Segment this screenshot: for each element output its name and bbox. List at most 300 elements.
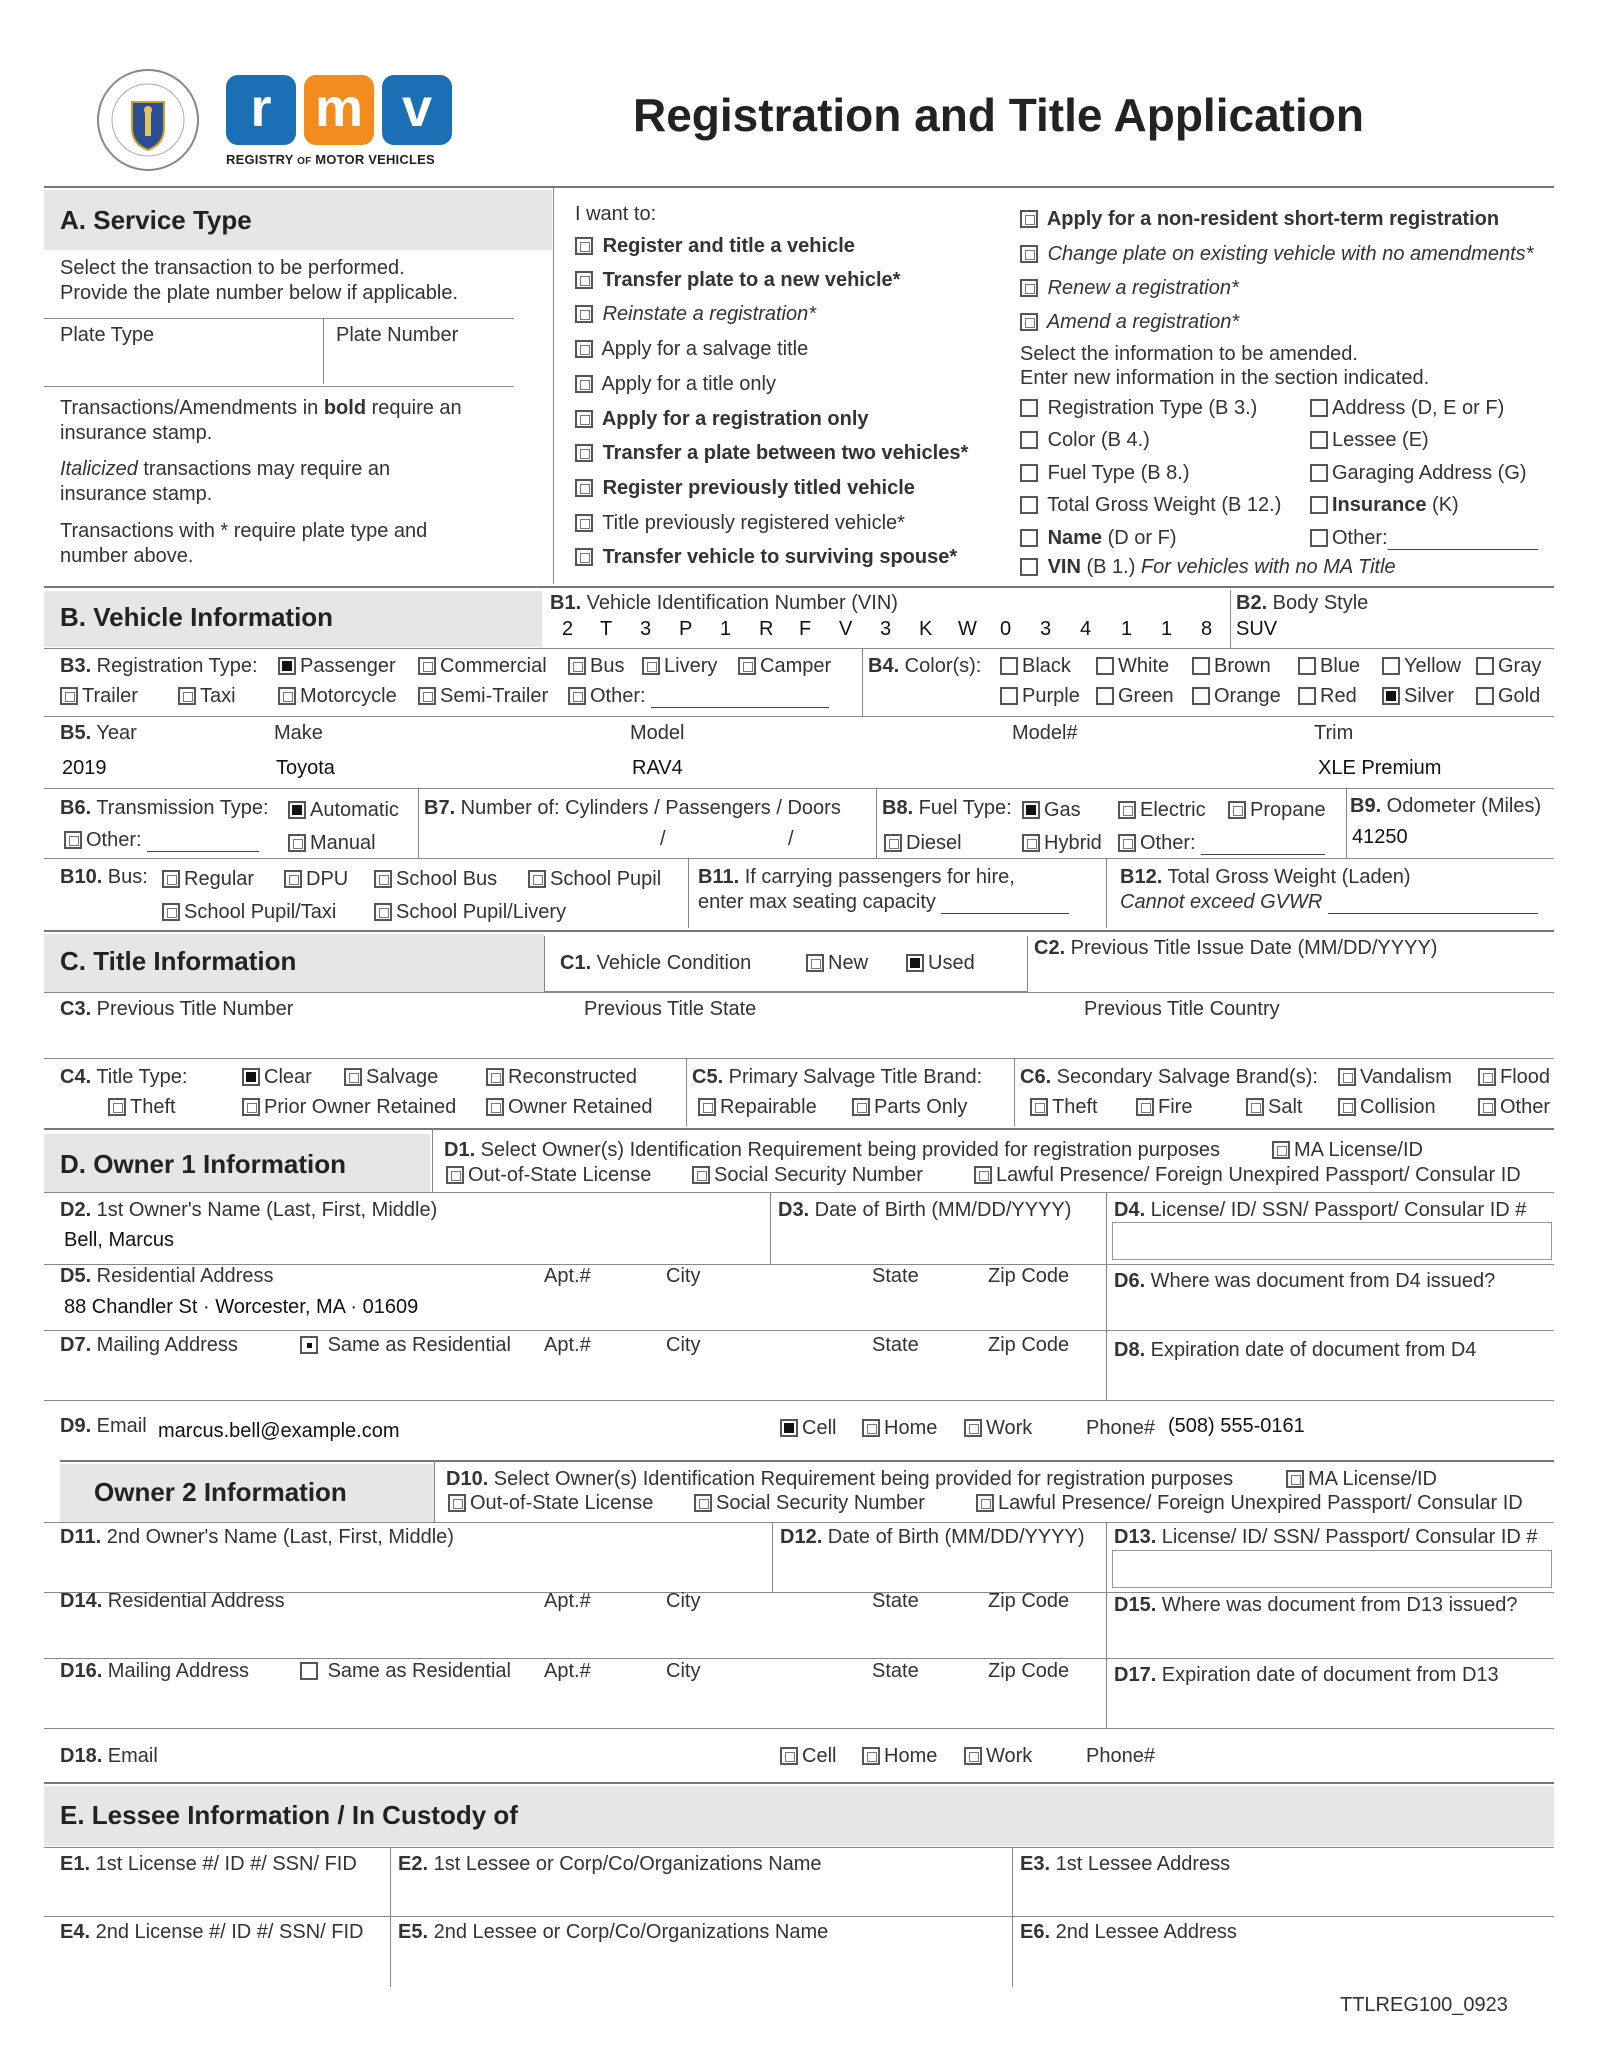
c3-label: C3. Previous Title Number: [60, 998, 294, 1020]
c6-label: C6. Secondary Salvage Brand(s):: [1020, 1066, 1318, 1088]
vin-char: 1: [1121, 618, 1133, 640]
reg-motorcycle[interactable]: Motorcycle: [278, 685, 397, 708]
rmv-logo: [226, 75, 454, 167]
checkbox-icon[interactable]: [568, 657, 586, 675]
d10-ssn[interactable]: Social Security Number: [694, 1492, 925, 1515]
reg-livery[interactable]: Livery: [642, 655, 717, 678]
color-yellow[interactable]: Yellow: [1382, 655, 1461, 678]
checkbox-icon[interactable]: [1286, 1470, 1304, 1488]
amend-instruction-1: Select the information to be amended.: [1020, 343, 1358, 365]
brand-vandalism[interactable]: Vandalism: [1338, 1066, 1452, 1089]
reg-trailer[interactable]: Trailer: [60, 685, 138, 708]
checkbox-icon[interactable]: [642, 657, 660, 675]
checkbox-checked-icon[interactable]: [1382, 687, 1400, 705]
checkbox-icon[interactable]: [374, 903, 392, 921]
checkbox-icon[interactable]: [300, 1662, 318, 1680]
checkbox-icon[interactable]: [108, 1098, 126, 1116]
city-label: City: [666, 1265, 701, 1287]
b1-label: B1. Vehicle Identification Number (VIN): [550, 592, 898, 614]
checkbox-icon[interactable]: [1478, 1098, 1496, 1116]
d12-label: D12. Date of Birth (MM/DD/YYYY): [780, 1526, 1085, 1548]
d9-label: D9. Email: [60, 1415, 147, 1437]
note-italic-insurance: Italicized transactions may require an: [60, 458, 391, 480]
checkbox-icon[interactable]: [1020, 464, 1038, 482]
brand-fire[interactable]: Fire: [1136, 1096, 1192, 1119]
vin-char: 8: [1201, 618, 1213, 640]
amend-garaging[interactable]: Garaging Address (G): [1310, 462, 1527, 485]
trim-value[interactable]: XLE Premium: [1318, 757, 1442, 779]
checkbox-icon[interactable]: [575, 271, 593, 289]
b12-label-2: Cannot exceed GVWR: [1120, 891, 1538, 914]
checkbox-icon[interactable]: [575, 410, 593, 428]
checkbox-icon[interactable]: [1020, 529, 1038, 547]
reg-bus[interactable]: Bus: [568, 655, 624, 678]
state-label: State: [872, 1265, 919, 1287]
city-label: City: [666, 1334, 701, 1356]
odometer-value[interactable]: 41250: [1352, 826, 1408, 848]
color-red[interactable]: Red: [1298, 685, 1357, 708]
brand-flood[interactable]: Flood: [1478, 1066, 1550, 1089]
model-number-label: Model#: [1012, 722, 1078, 744]
note-asterisk: Transactions with * require plate type and: [60, 520, 428, 542]
state-seal-icon: [96, 68, 200, 172]
section-a-desc-1: Select the transaction to be performed.: [60, 257, 405, 279]
checkbox-icon[interactable]: [1136, 1098, 1154, 1116]
option-salvage-title[interactable]: Apply for a salvage title: [575, 338, 808, 361]
option-renew[interactable]: Renew a registration*: [1020, 277, 1239, 300]
checkbox-icon[interactable]: [964, 1419, 982, 1437]
zip-label: Zip Code: [988, 1660, 1070, 1682]
year-value[interactable]: 2019: [62, 757, 107, 779]
checkbox-icon[interactable]: [1246, 1098, 1264, 1116]
checkbox-icon[interactable]: [64, 831, 82, 849]
title-owner-retained[interactable]: Owner Retained: [486, 1096, 653, 1119]
color-white[interactable]: White: [1096, 655, 1169, 678]
checkbox-checked-icon[interactable]: [278, 657, 296, 675]
model-label: Model: [630, 722, 685, 744]
checkbox-icon[interactable]: [852, 1098, 870, 1116]
checkbox-icon[interactable]: [446, 1166, 464, 1184]
color-blue[interactable]: Blue: [1298, 655, 1360, 678]
fuel-diesel[interactable]: Diesel: [884, 832, 962, 855]
page-title: Registration and Title Application: [633, 89, 1364, 141]
residential-address-value[interactable]: 88 Chandler St · Worcester, MA · 01609: [64, 1296, 419, 1318]
checkbox-icon[interactable]: [1298, 687, 1316, 705]
brand-salt[interactable]: Salt: [1246, 1096, 1302, 1119]
b7-label: B7. Number of: Cylinders / Passengers / Doors: [424, 797, 841, 819]
section-d-title: D. Owner 1 Information: [60, 1149, 347, 1179]
checkbox-icon[interactable]: [60, 687, 78, 705]
color-orange[interactable]: Orange: [1192, 685, 1281, 708]
d1-ssn[interactable]: Social Security Number: [692, 1164, 923, 1187]
amend-fuel[interactable]: Fuel Type (B 8.): [1020, 462, 1189, 485]
checkbox-checked-icon[interactable]: [906, 954, 924, 972]
zip-label: Zip Code: [988, 1590, 1070, 1612]
c2-label: C2. Previous Title Issue Date (MM/DD/YYYY): [1034, 937, 1438, 959]
checkbox-icon[interactable]: [575, 444, 593, 462]
option-surviving-spouse[interactable]: Transfer vehicle to surviving spouse*: [575, 546, 957, 569]
c1-label: C1. Vehicle Condition: [560, 952, 752, 974]
plate-number-label: Plate Number: [336, 324, 459, 346]
b4-label: B4. Color(s):: [868, 655, 982, 677]
checkbox-icon[interactable]: [698, 1098, 716, 1116]
phone-label: Phone#: [1086, 1745, 1155, 1767]
b7-slash: /: [788, 828, 794, 850]
vin-char: R: [759, 618, 774, 640]
apt-label: Apt.#: [544, 1334, 591, 1356]
d4-label: D4. License/ ID/ SSN/ Passport/ Consular ID #: [1114, 1199, 1527, 1221]
trans-other[interactable]: Other:: [64, 829, 259, 852]
checkbox-icon[interactable]: [1096, 687, 1114, 705]
checkbox-icon[interactable]: [692, 1166, 710, 1184]
apt-label: Apt.#: [544, 1265, 591, 1287]
bus-regular[interactable]: Regular: [162, 868, 254, 891]
d10-lawful-presence[interactable]: Lawful Presence/ Foreign Unexpired Passport/ Consular ID: [976, 1492, 1523, 1515]
owner-name-value[interactable]: Bell, Marcus: [64, 1229, 175, 1251]
checkbox-icon[interactable]: [1000, 687, 1018, 705]
c5-label: C5. Primary Salvage Title Brand:: [692, 1066, 983, 1088]
fuel-other[interactable]: Other:: [1118, 832, 1325, 855]
checkbox-icon[interactable]: [418, 657, 436, 675]
plate-number-input[interactable]: [336, 350, 506, 378]
color-silver[interactable]: Silver: [1382, 685, 1454, 708]
phone-type-cell[interactable]: Cell: [780, 1417, 836, 1440]
d4-input[interactable]: [1112, 1222, 1552, 1260]
brand-repairable[interactable]: Repairable: [698, 1096, 817, 1119]
checkbox-icon[interactable]: [694, 1494, 712, 1512]
color-brown[interactable]: Brown: [1192, 655, 1271, 678]
phone-type-home[interactable]: Home: [862, 1417, 937, 1440]
vin-char: 1: [1161, 618, 1173, 640]
checkbox-icon[interactable]: [486, 1068, 504, 1086]
vin-char: 0: [1000, 618, 1012, 640]
amend-other[interactable]: Other:: [1310, 527, 1538, 550]
b7-slash: /: [660, 828, 666, 850]
option-prev-registered[interactable]: Title previously registered vehicle*: [575, 512, 905, 535]
city-label: City: [666, 1590, 701, 1612]
checkbox-icon[interactable]: [278, 687, 296, 705]
vin-char: W: [958, 618, 977, 640]
color-purple[interactable]: Purple: [1000, 685, 1080, 708]
vin-field[interactable]: [552, 618, 1212, 646]
option-title-only[interactable]: Apply for a title only: [575, 373, 776, 396]
checkbox-icon[interactable]: [1382, 657, 1400, 675]
checkbox-icon[interactable]: [1310, 431, 1328, 449]
b6-label: B6. Transmission Type:: [60, 797, 269, 819]
option-transfer-plate[interactable]: Transfer plate to a new vehicle*: [575, 269, 900, 292]
amend-address[interactable]: Address (D, E or F): [1310, 397, 1504, 420]
bus-school-bus[interactable]: School Bus: [374, 868, 497, 891]
checkbox-icon[interactable]: [575, 340, 593, 358]
fuel-propane[interactable]: Propane: [1228, 799, 1326, 822]
color-black[interactable]: Black: [1000, 655, 1071, 678]
checkbox-icon[interactable]: [575, 514, 593, 532]
e4-label: E4. 2nd License #/ ID #/ SSN/ FID: [60, 1921, 364, 1943]
note-bold-insurance: Transactions/Amendments in bold require an: [60, 397, 462, 419]
checkbox-icon[interactable]: [1310, 529, 1328, 547]
checkbox-icon[interactable]: [1338, 1068, 1356, 1086]
logo-letter-m: m: [304, 75, 374, 145]
e1-label: E1. 1st License #/ ID #/ SSN/ FID: [60, 1853, 357, 1875]
form-code: TTLREG100_0923: [1340, 1994, 1508, 2016]
d10-out-of-state[interactable]: Out-of-State License: [448, 1492, 653, 1515]
i-want-to-label: I want to:: [575, 203, 657, 225]
trans-manual[interactable]: Manual: [288, 832, 376, 855]
checkbox-icon[interactable]: [284, 870, 302, 888]
e3-label: E3. 1st Lessee Address: [1020, 1853, 1231, 1875]
vin-char: 4: [1080, 618, 1092, 640]
amend-vin[interactable]: VIN (B 1.) For vehicles with no MA Title: [1020, 556, 1396, 579]
note-bold-insurance-2: insurance stamp.: [60, 422, 213, 444]
title-theft[interactable]: Theft: [108, 1096, 176, 1119]
option-nonresident[interactable]: Apply for a non-resident short-term registration: [1020, 208, 1499, 231]
logo-letter-v: v: [382, 75, 452, 145]
d15-label: D15. Where was document from D13 issued?: [1114, 1594, 1518, 1616]
zip-label: Zip Code: [988, 1334, 1070, 1356]
condition-used[interactable]: Used: [906, 952, 975, 975]
d7-same-as-residential[interactable]: Same as Residential: [300, 1334, 511, 1357]
brand-collision[interactable]: Collision: [1338, 1096, 1436, 1119]
checkbox-icon[interactable]: [1020, 431, 1038, 449]
d11-label: D11. 2nd Owner's Name (Last, First, Middle): [60, 1526, 454, 1548]
checkbox-icon[interactable]: [974, 1166, 992, 1184]
reg-passenger[interactable]: Passenger: [278, 655, 396, 678]
checkbox-icon[interactable]: [374, 870, 392, 888]
title-salvage[interactable]: Salvage: [344, 1066, 438, 1089]
c4-label: C4. Title Type:: [60, 1066, 188, 1088]
d10-label: D10. Select Owner(s) Identification Requirement being provided for registration purposes: [446, 1468, 1234, 1490]
d5-label: D5. Residential Address: [60, 1265, 274, 1287]
reg-other[interactable]: Other:: [568, 685, 829, 708]
amend-lessee[interactable]: Lessee (E): [1310, 429, 1429, 452]
checkbox-icon[interactable]: [862, 1747, 880, 1765]
checkbox-checked-icon[interactable]: [288, 801, 306, 819]
amend-name[interactable]: Name (D or F): [1020, 527, 1176, 550]
e5-label: E5. 2nd Lessee or Corp/Co/Organizations Name: [398, 1921, 829, 1943]
checkbox-checked-icon[interactable]: [1022, 801, 1040, 819]
phone-value[interactable]: (508) 555-0161: [1168, 1415, 1305, 1437]
owner-2-title: Owner 2 Information: [94, 1477, 347, 1507]
checkbox-icon[interactable]: [575, 237, 593, 255]
note-asterisk-2: number above.: [60, 545, 194, 567]
b3-label: B3. Registration Type:: [60, 655, 258, 677]
amend-weight[interactable]: Total Gross Weight (B 12.): [1020, 494, 1281, 517]
b11-label-2: enter max seating capacity: [698, 891, 1069, 914]
b10-label: B10. Bus:: [60, 866, 148, 888]
color-gray[interactable]: Gray: [1476, 655, 1541, 678]
checkbox-icon[interactable]: [1000, 657, 1018, 675]
checkbox-icon[interactable]: [1020, 399, 1038, 417]
zip-label: Zip Code: [988, 1265, 1070, 1287]
option-reinstate[interactable]: Reinstate a registration*: [575, 303, 816, 326]
option-amend[interactable]: Amend a registration*: [1020, 311, 1239, 334]
phone-type-work[interactable]: Work: [964, 1417, 1032, 1440]
bus-school-pupil[interactable]: School Pupil: [528, 868, 661, 891]
checkbox-icon[interactable]: [1192, 687, 1210, 705]
checkbox-icon[interactable]: [344, 1068, 362, 1086]
checkbox-checked-icon[interactable]: [242, 1068, 260, 1086]
d6-label: D6. Where was document from D4 issued?: [1114, 1270, 1496, 1292]
amend-instruction-2: Enter new information in the section indicated.: [1020, 367, 1430, 389]
checkbox-icon[interactable]: [1096, 657, 1114, 675]
bus-dpu[interactable]: DPU: [284, 868, 348, 891]
checkbox-icon[interactable]: [178, 687, 196, 705]
city-label: City: [666, 1660, 701, 1682]
plate-type-input[interactable]: [60, 350, 310, 378]
checkbox-icon[interactable]: [1118, 834, 1136, 852]
gross-weight-input[interactable]: [1328, 913, 1538, 914]
amend-insurance[interactable]: Insurance (K): [1310, 494, 1459, 517]
checkbox-icon[interactable]: [486, 1098, 504, 1116]
checkbox-icon[interactable]: [1030, 1098, 1048, 1116]
checkbox-icon[interactable]: [1272, 1141, 1290, 1159]
phone-type-work[interactable]: Work: [964, 1745, 1032, 1768]
checkbox-icon[interactable]: [162, 903, 180, 921]
checkbox-icon[interactable]: [575, 375, 593, 393]
checkbox-icon[interactable]: [1476, 687, 1494, 705]
amend-color[interactable]: Color (B 4.): [1020, 429, 1150, 452]
brand-parts-only[interactable]: Parts Only: [852, 1096, 967, 1119]
condition-new[interactable]: New: [806, 952, 868, 975]
d14-label: D14. Residential Address: [60, 1590, 285, 1612]
reg-commercial[interactable]: Commercial: [418, 655, 547, 678]
e2-label: E2. 1st Lessee or Corp/Co/Organizations Name: [398, 1853, 822, 1875]
fuel-electric[interactable]: Electric: [1118, 799, 1206, 822]
color-green[interactable]: Green: [1096, 685, 1174, 708]
option-change-plate[interactable]: Change plate on existing vehicle with no amendments*: [1020, 243, 1533, 266]
vin-char: 1: [720, 618, 732, 640]
checkbox-checked-icon[interactable]: [300, 1336, 318, 1354]
checkbox-icon[interactable]: [162, 870, 180, 888]
checkbox-icon[interactable]: [806, 954, 824, 972]
checkbox-icon[interactable]: [568, 687, 586, 705]
prev-title-country-label: Previous Title Country: [1084, 998, 1280, 1020]
plate-type-label: Plate Type: [60, 324, 155, 346]
title-reconstructed[interactable]: Reconstructed: [486, 1066, 637, 1089]
checkbox-icon[interactable]: [1298, 657, 1316, 675]
state-label: State: [872, 1590, 919, 1612]
checkbox-checked-icon[interactable]: [780, 1419, 798, 1437]
brand-other[interactable]: Other: [1478, 1096, 1550, 1119]
checkbox-icon[interactable]: [964, 1747, 982, 1765]
section-a-desc-2: Provide the plate number below if applicable.: [60, 282, 459, 304]
checkbox-icon[interactable]: [288, 834, 306, 852]
d17-label: D17. Expiration date of document from D13: [1114, 1664, 1499, 1686]
title-clear[interactable]: Clear: [242, 1066, 312, 1089]
color-gold[interactable]: Gold: [1476, 685, 1540, 708]
d16-same-as-residential[interactable]: Same as Residential: [300, 1660, 511, 1683]
option-register-title[interactable]: Register and title a vehicle: [575, 235, 855, 258]
reg-camper[interactable]: Camper: [738, 655, 831, 678]
b5-year-label: B5. Year: [60, 722, 137, 744]
trans-automatic[interactable]: Automatic: [288, 799, 399, 822]
reg-semi-trailer[interactable]: Semi-Trailer: [418, 685, 548, 708]
checkbox-icon[interactable]: [1022, 834, 1040, 852]
checkbox-icon[interactable]: [418, 687, 436, 705]
checkbox-icon[interactable]: [976, 1494, 994, 1512]
vin-char: K: [919, 618, 933, 640]
checkbox-icon[interactable]: [1338, 1098, 1356, 1116]
checkbox-icon[interactable]: [1020, 558, 1038, 576]
option-plate-between[interactable]: Transfer a plate between two vehicles*: [575, 442, 968, 465]
checkbox-icon[interactable]: [242, 1098, 260, 1116]
d8-label: D8. Expiration date of document from D4: [1114, 1339, 1477, 1361]
state-label: State: [872, 1660, 919, 1682]
vin-char: P: [679, 618, 693, 640]
checkbox-icon[interactable]: [1020, 210, 1038, 228]
checkbox-icon[interactable]: [780, 1747, 798, 1765]
checkbox-icon[interactable]: [1020, 496, 1038, 514]
checkbox-icon[interactable]: [1228, 801, 1246, 819]
brand-theft[interactable]: Theft: [1030, 1096, 1098, 1119]
d1-label: D1. Select Owner(s) Identification Requirement being provided for registration purposes: [444, 1139, 1220, 1161]
body-style-value[interactable]: SUV: [1236, 618, 1278, 640]
phone-type-home[interactable]: Home: [862, 1745, 937, 1768]
checkbox-icon[interactable]: [1192, 657, 1210, 675]
seating-capacity-input[interactable]: [941, 913, 1069, 914]
section-c-title: C. Title Information: [60, 946, 297, 976]
reg-taxi[interactable]: Taxi: [178, 685, 236, 708]
checkbox-icon[interactable]: [528, 870, 546, 888]
checkbox-icon[interactable]: [575, 479, 593, 497]
phone-type-cell[interactable]: Cell: [780, 1745, 836, 1768]
checkbox-icon[interactable]: [448, 1494, 466, 1512]
checkbox-icon[interactable]: [575, 548, 593, 566]
vin-char: V: [839, 618, 853, 640]
email-value[interactable]: marcus.bell@example.com: [158, 1420, 400, 1442]
model-value[interactable]: RAV4: [632, 757, 683, 779]
checkbox-icon[interactable]: [1310, 464, 1328, 482]
logo-letter-r: r: [226, 75, 296, 145]
checkbox-icon[interactable]: [1310, 496, 1328, 514]
title-prior-owner[interactable]: Prior Owner Retained: [242, 1096, 456, 1119]
checkbox-icon[interactable]: [575, 305, 593, 323]
checkbox-icon[interactable]: [862, 1419, 880, 1437]
section-a-title: A. Service Type: [60, 205, 252, 235]
checkbox-icon[interactable]: [1118, 801, 1136, 819]
option-registration-only[interactable]: Apply for a registration only: [575, 408, 869, 431]
logo-caption: REGISTRY OF MOTOR VEHICLES: [226, 152, 435, 167]
section-e-title: E. Lessee Information / In Custody of: [60, 1800, 518, 1830]
checkbox-icon[interactable]: [1020, 245, 1038, 263]
amend-reg-type[interactable]: Registration Type (B 3.): [1020, 397, 1257, 420]
option-prev-titled[interactable]: Register previously titled vehicle: [575, 477, 915, 500]
fuel-gas[interactable]: Gas: [1022, 799, 1081, 822]
vin-char: T: [600, 618, 613, 640]
checkbox-icon[interactable]: [1310, 399, 1328, 417]
bus-school-pupil-livery[interactable]: School Pupil/Livery: [374, 901, 566, 924]
checkbox-icon[interactable]: [1020, 279, 1038, 297]
checkbox-icon[interactable]: [738, 657, 756, 675]
d1-lawful-presence[interactable]: Lawful Presence/ Foreign Unexpired Passport/ Consular ID: [974, 1164, 1521, 1187]
d1-ma-license[interactable]: MA License/ID: [1272, 1139, 1423, 1162]
d1-out-of-state[interactable]: Out-of-State License: [446, 1164, 651, 1187]
e6-label: E6. 2nd Lessee Address: [1020, 1921, 1237, 1943]
vin-char: 3: [880, 618, 892, 640]
phone-label: Phone#: [1086, 1417, 1155, 1439]
fuel-hybrid[interactable]: Hybrid: [1022, 832, 1102, 855]
checkbox-icon[interactable]: [1478, 1068, 1496, 1086]
checkbox-icon[interactable]: [1476, 657, 1494, 675]
checkbox-icon[interactable]: [1020, 313, 1038, 331]
b8-label: B8. Fuel Type:: [882, 797, 1012, 819]
apt-label: Apt.#: [544, 1590, 591, 1612]
make-value[interactable]: Toyota: [276, 757, 335, 779]
d13-input[interactable]: [1112, 1550, 1552, 1588]
d10-ma-license[interactable]: MA License/ID: [1286, 1468, 1437, 1491]
bus-school-pupil-taxi[interactable]: School Pupil/Taxi: [162, 901, 336, 924]
checkbox-icon[interactable]: [884, 834, 902, 852]
